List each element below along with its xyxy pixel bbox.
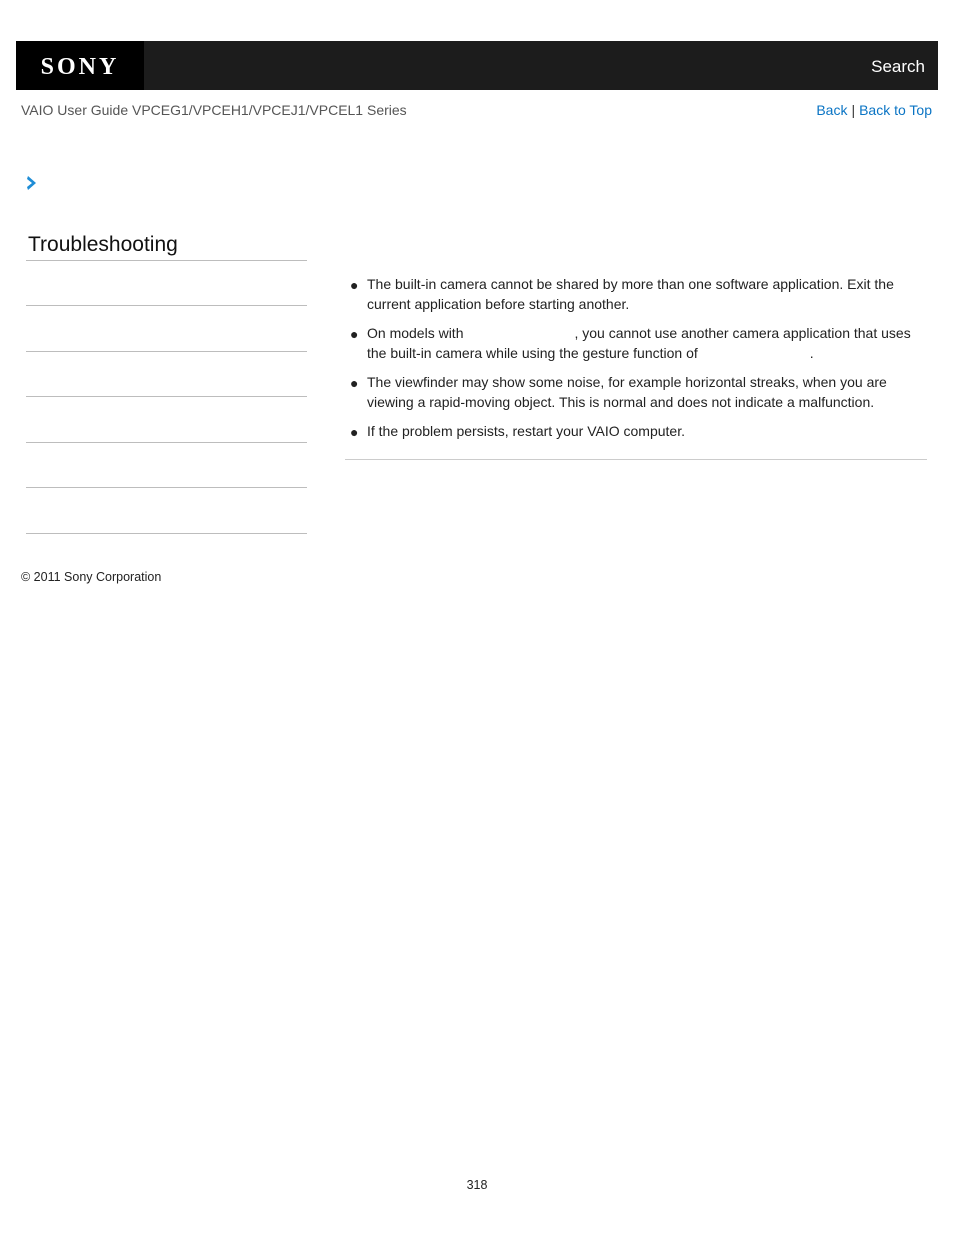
list-item-text-after: . — [809, 345, 814, 361]
sidebar-divider — [26, 396, 307, 397]
sidebar-divider — [26, 533, 307, 534]
header-bar — [16, 41, 938, 90]
chevron-right-icon[interactable] — [26, 175, 40, 191]
search-link[interactable]: Search — [871, 57, 925, 76]
page-number: 318 — [466, 1178, 488, 1192]
list-item-text-middle: , you cannot use another camera application that uses the built-in camera while using the gesture function of — [367, 325, 911, 361]
sony-logo-wordmark — [28, 55, 132, 77]
section-title: Troubleshooting — [28, 233, 178, 256]
back-to-top-link[interactable]: Back to Top — [859, 102, 932, 118]
list-item-text-before: On models with — [367, 325, 464, 341]
bullet-icon: ● — [350, 424, 359, 440]
sidebar-divider — [26, 305, 307, 306]
nav-separator: | — [851, 102, 856, 118]
troubleshooting-list — [345, 274, 927, 441]
list-item-text: The viewfinder may show some noise, for example horizontal streaks, when you are viewing a rapid-moving object. This is normal and does not indicate a malfunction. — [367, 374, 887, 410]
top-navigation — [816, 101, 932, 119]
back-link[interactable]: Back — [816, 102, 848, 118]
list-item — [345, 421, 927, 441]
copyright: © 2011 Sony Corporation — [21, 570, 162, 584]
sidebar-divider — [26, 487, 307, 488]
sidebar-divider — [26, 442, 307, 443]
sidebar-divider — [26, 260, 307, 261]
bullet-icon: ● — [350, 277, 359, 293]
list-item-text: The built-in camera cannot be shared by more than one software application. Exit the current application before starting another. — [367, 276, 894, 312]
list-item — [345, 372, 927, 412]
main-content — [345, 274, 927, 450]
bullet-icon: ● — [350, 375, 359, 391]
svg-text:SONY: SONY — [40, 54, 120, 77]
list-item-text: If the problem persists, restart your VAIO computer. — [367, 423, 685, 439]
content-divider — [345, 459, 927, 460]
guide-title: VAIO User Guide VPCEG1/VPCEH1/VPCEJ1/VPCEL1 Series — [21, 102, 407, 118]
list-item — [345, 323, 927, 363]
sony-logo[interactable] — [16, 41, 144, 90]
sidebar-divider — [26, 351, 307, 352]
bullet-icon: ● — [350, 326, 359, 342]
list-item — [345, 274, 927, 314]
